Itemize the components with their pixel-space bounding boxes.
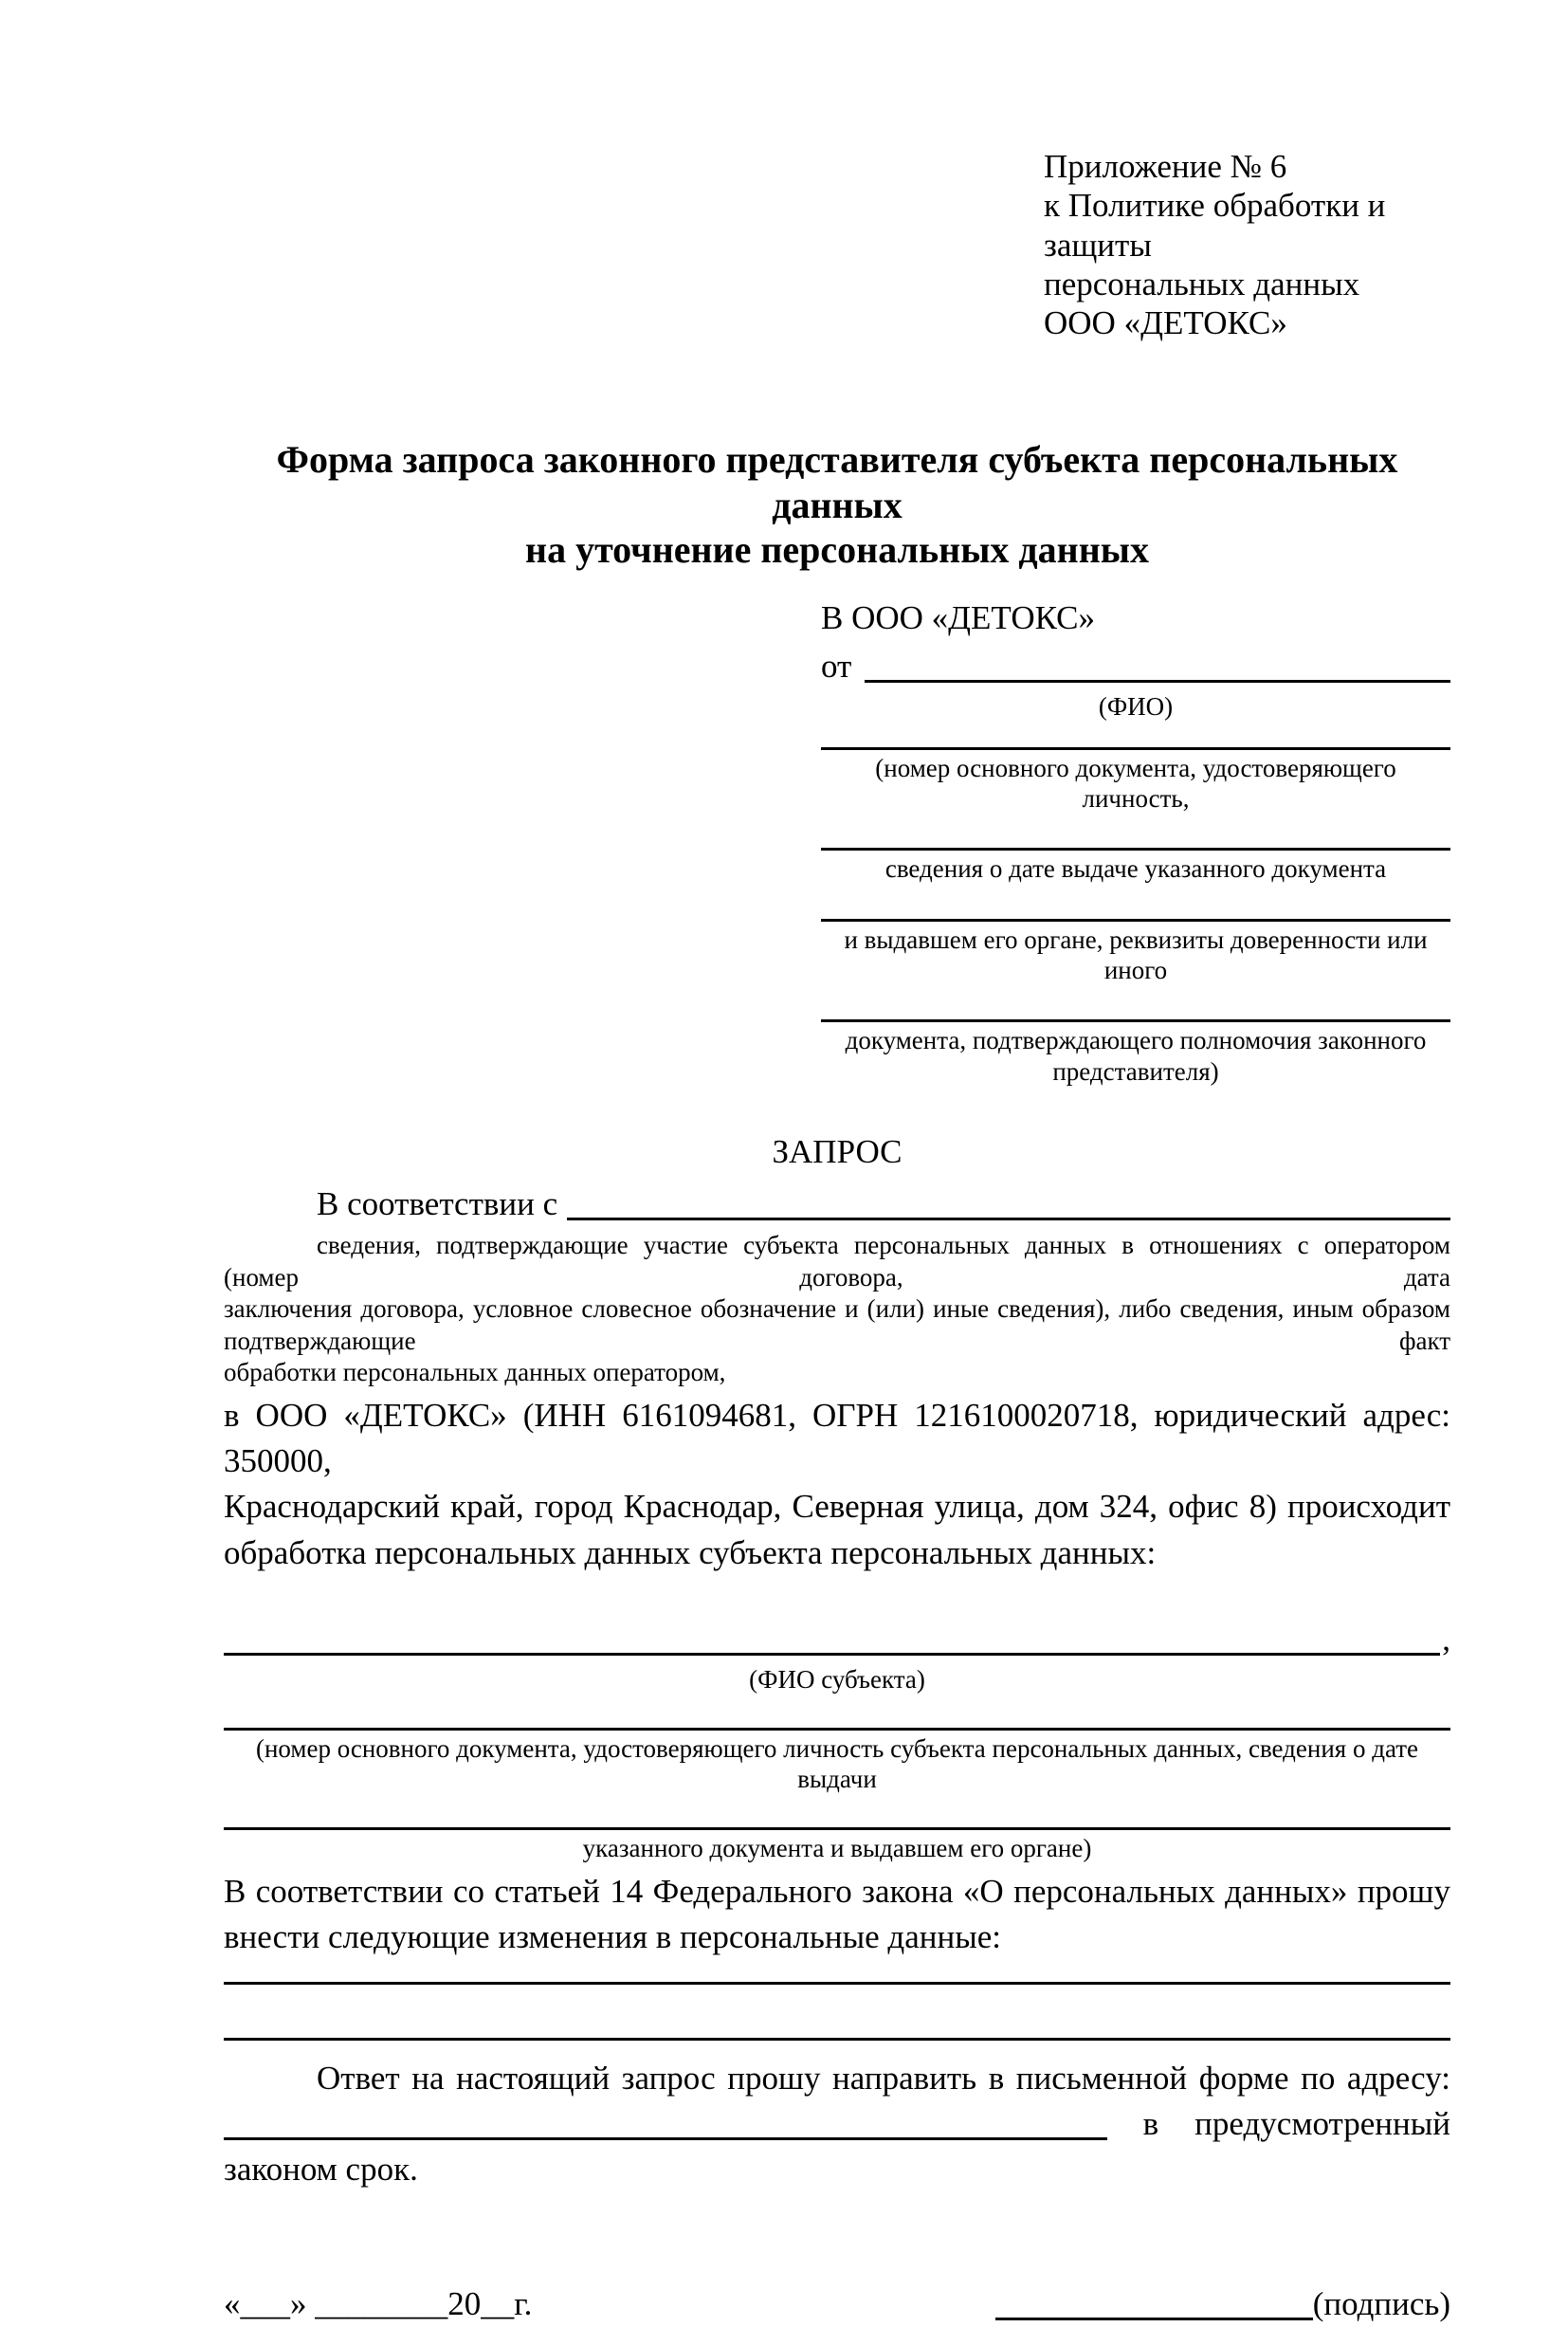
form-title [224,437,1450,572]
field-caption: документа, подтверждающего полномочия законного представителя) [845,1026,1427,1086]
representative-doc-field [821,723,1450,815]
signature-row [224,2282,1450,2327]
operator-paragraph-line: Краснодарский край, город Краснодар, Северная улица, дом 324, офис 8) происходит [224,1488,1450,1526]
field-underline [821,814,1450,851]
date-placeholder: «___» ________20__г. [224,2285,533,2323]
law-paragraph-line: внести следующие изменения в персональные данные: [224,1918,1001,1956]
subject-doc-caption-bottom: указанного документа и выдавшем его органе) [582,1833,1092,1862]
response-word: в [1142,2104,1159,2142]
appendix-line-3: персональных данных [1044,265,1360,302]
changes-underline [224,2038,1450,2041]
field-caption: (номер основного документа, удостоверяющего личность, [875,753,1396,813]
intro-prefix: В соответствии с [317,1184,558,1222]
field-underline [821,985,1450,1022]
subject-fio-row [224,1618,1450,1662]
response-paragraph [224,2056,1450,2193]
appendix-line-1: Приложение № 6 [1044,148,1287,185]
request-heading: ЗАПРОС [772,1133,903,1171]
form-title-line-2: на уточнение персональных данных [525,527,1149,571]
response-line-1: Ответ на настоящий запрос прошу направить в письменной форме по адресу: [317,2059,1450,2097]
intro-note-line: сведения, подтверждающие участие субъекта персональных данных в отношениях с оператором (номер договора, дата [224,1231,1450,1292]
response-line-3: законом срок. [224,2151,418,2189]
law-paragraph [224,1869,1450,1961]
from-row [821,645,1450,689]
subject-doc-caption-top: (номер основного документа, удостоверяющего личность субъекта персональных данных, сведения о дате выдачи [255,1733,1419,1794]
signature-underline [995,2318,1313,2320]
appendix-block [1044,147,1450,342]
subject-doc-underline [224,1728,1450,1731]
field-underline [821,885,1450,922]
representative-doc-field [821,814,1450,884]
addressee-block [821,596,1450,1087]
changes-underline [224,1982,1450,1985]
operator-paragraph-line: обработка персональных данных субъекта персональных данных: [224,1533,1157,1571]
from-label: от [821,647,852,685]
signature-caption: (подпись) [1312,2285,1450,2323]
representative-doc-field [821,985,1450,1087]
subject-doc-underline [224,1827,1450,1830]
operator-paragraph-line: в ООО «ДЕТОКС» (ИНН 6161094681, ОГРН 1216100020718, юридический адрес: 350000, [224,1396,1450,1479]
fio-underline [865,680,1450,683]
intro-row [224,1182,1450,1227]
law-paragraph-line: В соответствии со статьей 14 Федерального закона «О персональных данных» прошу [224,1873,1450,1910]
intro-note [224,1230,1450,1388]
field-caption: сведения о дате выдаче указанного документа [884,854,1387,884]
signature-group [995,2282,1450,2327]
address-underline [224,2137,1107,2140]
field-underline [821,723,1450,750]
intro-note-line: заключения договора, условное словесное обозначение и (или) иные сведения), либо сведения, иным образом подтверждающие факт [224,1294,1450,1355]
fio-caption: (ФИО) [1098,692,1174,722]
appendix-line-4: ООО «ДЕТОКС» [1044,304,1287,342]
operator-paragraph [224,1393,1450,1576]
intro-note-line: обработки персональных данных оператором, [224,1358,726,1387]
appendix-line-2: к Политике обработки и защиты [1044,187,1386,264]
subject-line-comma: , [1442,1620,1450,1658]
subject-fio-underline [224,1653,1440,1656]
response-line-2 [224,2101,1450,2147]
subject-fio-caption: (ФИО субъекта) [749,1665,925,1695]
field-caption: и выдавшем его органе, реквизиты доверенности или иного [844,925,1428,985]
form-title-line-1: Форма запроса законного представителя субъекта персональных данных [276,438,1398,526]
intro-underline [567,1218,1450,1220]
addressee-company: В ООО «ДЕТОКС» [821,599,1095,637]
response-word: предусмотренный [1194,2104,1450,2142]
representative-doc-field [821,885,1450,986]
